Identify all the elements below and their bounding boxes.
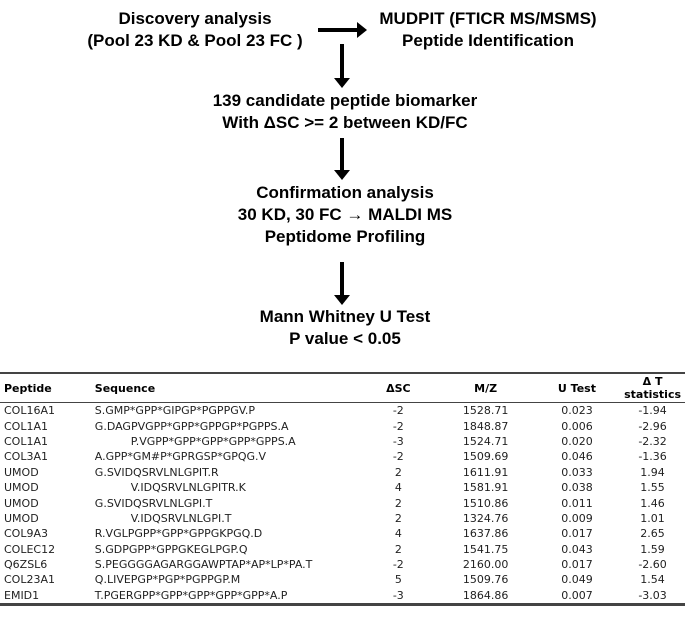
sequence-cell: S.PEGGGGAGARGGAWPTAP*AP*LP*PA.T [94, 558, 313, 572]
mudpit-box [362, 8, 614, 52]
table-row [0, 449, 685, 464]
delta-sc-cell: -2 [392, 404, 404, 418]
u-test-cell: 0.009 [561, 511, 593, 525]
candidates-title: 139 candidate peptide biomarker [212, 91, 478, 110]
u-test-cell: 0.033 [561, 465, 593, 479]
mz-cell: 1524.71 [462, 434, 509, 448]
candidates-box [170, 90, 520, 134]
delta-sc-cell: -2 [392, 419, 404, 433]
delta-sc-cell: 2 [394, 542, 402, 556]
t-statistic-cell: -2.96 [638, 419, 667, 433]
delta-sc-cell: 4 [394, 527, 402, 541]
delta-sc-cell: 2 [394, 465, 402, 479]
u-test-cell: 0.007 [561, 588, 593, 602]
mz-cell: 1510.86 [462, 496, 509, 510]
table-row [0, 526, 685, 541]
mz-cell: 1528.71 [462, 404, 509, 418]
sequence-cell: T.PGERGPP*GPP*GPP*GPP*GPP*A.P [94, 588, 288, 602]
delta-sc-cell: -3 [392, 434, 404, 448]
sequence-cell: G.DAGPVGPP*GPP*GPPGP*PGPPS.A [94, 419, 289, 433]
delta-sc-cell: -2 [392, 450, 404, 464]
arrow-right-icon [318, 28, 358, 32]
mz-cell: 1848.87 [462, 419, 509, 433]
sequence-cell: S.GDPGPP*GPPGKEGLPGP.Q [94, 542, 248, 556]
mz-cell: 1637.86 [462, 527, 509, 541]
u-test-cell: 0.006 [561, 419, 593, 433]
sequence-cell: R.VGLPGPP*GPP*GPPGKPGQ.D [94, 527, 263, 541]
table-row [0, 434, 685, 449]
t-statistic-cell: -1.94 [638, 404, 667, 418]
peptide-name-cell: UMOD [4, 511, 39, 525]
peptide-name-cell: COL9A3 [4, 527, 48, 541]
t-statistic-cell: -3.03 [638, 588, 667, 602]
t-statistic-cell: -1.36 [638, 450, 667, 464]
peptide-name-cell: UMOD [4, 496, 39, 510]
arrow-down-icon [340, 262, 344, 296]
t-statistic-cell: 1.94 [640, 465, 665, 479]
peptide-name-cell: COL1A1 [4, 419, 48, 433]
header-mz: M/Z [437, 373, 533, 403]
header-delta-sc: ΔSC [359, 373, 437, 403]
test-threshold: P value < 0.05 [289, 329, 401, 348]
table-row [0, 418, 685, 433]
u-test-cell: 0.049 [561, 573, 593, 587]
mudpit-subtitle: Peptide Identification [402, 31, 574, 50]
t-statistic-cell: 1.55 [640, 481, 665, 495]
peptide-name-cell: EMID1 [4, 588, 40, 602]
u-test-cell: 0.043 [561, 542, 593, 556]
header-peptide: Peptide [0, 373, 91, 403]
table-row [0, 542, 685, 557]
table-header-row [0, 373, 685, 403]
table-row [0, 403, 685, 419]
discovery-title: Discovery analysis [118, 9, 272, 28]
t-statistic-cell: -2.32 [638, 434, 667, 448]
table-row [0, 557, 685, 572]
mz-cell: 1541.75 [462, 542, 509, 556]
confirmation-box [180, 182, 510, 248]
u-test-cell: 0.017 [561, 558, 593, 572]
mz-cell: 1581.91 [462, 481, 509, 495]
table-row [0, 572, 685, 587]
peptide-name-cell: COLEC12 [4, 542, 56, 556]
u-test-cell: 0.038 [561, 481, 593, 495]
peptide-name-cell: Q6ZSL6 [4, 558, 48, 572]
header-u-test: U Test [534, 373, 620, 403]
sequence-cell: G.SVIDQSRVLNLGPIT.R [94, 465, 219, 479]
sequence-cell: A.GPP*GM#P*GPRGSP*GPQG.V [94, 450, 267, 464]
sequence-cell: V.IDQSRVLNLGPITR.K [130, 481, 246, 495]
u-test-cell: 0.046 [561, 450, 593, 464]
table-row [0, 495, 685, 510]
mz-cell: 2160.00 [462, 558, 509, 572]
discovery-analysis-box [80, 8, 310, 52]
arrow-down-icon [340, 138, 344, 171]
t-statistic-cell: 2.65 [640, 527, 665, 541]
mz-cell: 1611.91 [462, 465, 509, 479]
confirmation-samples: 30 KD, 30 FC → MALDI MS [237, 205, 453, 224]
table-row [0, 588, 685, 605]
sequence-cell: S.GMP*GPP*GIPGP*PGPPGV.P [94, 404, 255, 418]
peptide-name-cell: COL23A1 [4, 573, 55, 587]
mudpit-title: MUDPIT (FTICR MS/MSMS) [379, 9, 597, 28]
header-t-statistics: Δ T statistics [620, 373, 685, 403]
u-test-cell: 0.011 [561, 496, 593, 510]
table-row [0, 465, 685, 480]
confirmation-title: Confirmation analysis [256, 183, 434, 202]
statistical-test-box [220, 306, 470, 350]
u-test-cell: 0.020 [561, 434, 593, 448]
test-title: Mann Whitney U Test [259, 307, 431, 326]
table-row [0, 511, 685, 526]
t-statistic-cell: -2.60 [638, 558, 667, 572]
arrow-down-icon [340, 44, 344, 79]
sequence-cell: V.IDQSRVLNLGPI.T [130, 511, 232, 525]
mz-cell: 1864.86 [462, 588, 509, 602]
sequence-cell: P.VGPP*GPP*GPP*GPP*GPPS.A [130, 434, 296, 448]
t-statistic-cell: 1.46 [640, 496, 665, 510]
mz-cell: 1324.76 [462, 511, 509, 525]
delta-sc-cell: 5 [394, 573, 402, 587]
peptide-name-cell: COL16A1 [4, 404, 55, 418]
confirmation-method: Peptidome Profiling [264, 227, 426, 246]
peptide-name-cell: UMOD [4, 481, 39, 495]
table-row [0, 480, 685, 495]
t-statistic-cell: 1.59 [640, 542, 665, 556]
header-sequence: Sequence [91, 373, 359, 403]
delta-sc-cell: 2 [394, 511, 402, 525]
t-statistic-cell: 1.01 [640, 511, 665, 525]
candidates-criteria: With ΔSC >= 2 between KD/FC [222, 113, 468, 132]
u-test-cell: 0.017 [561, 527, 593, 541]
delta-sc-cell: -3 [392, 588, 404, 602]
sequence-cell: Q.LIVEPGP*PGP*PGPPGP.M [94, 573, 241, 587]
peptide-name-cell: UMOD [4, 465, 39, 479]
discovery-pools: (Pool 23 KD & Pool 23 FC ) [87, 31, 303, 50]
u-test-cell: 0.023 [561, 404, 593, 418]
delta-sc-cell: -2 [392, 558, 404, 572]
peptide-name-cell: COL1A1 [4, 434, 48, 448]
mz-cell: 1509.69 [462, 450, 509, 464]
delta-sc-cell: 4 [394, 481, 402, 495]
t-statistic-cell: 1.54 [640, 573, 665, 587]
delta-sc-cell: 2 [394, 496, 402, 510]
peptide-name-cell: COL3A1 [4, 450, 48, 464]
peptide-results-table [0, 372, 685, 606]
mz-cell: 1509.76 [462, 573, 509, 587]
sequence-cell: G.SVIDQSRVLNLGPI.T [94, 496, 213, 510]
